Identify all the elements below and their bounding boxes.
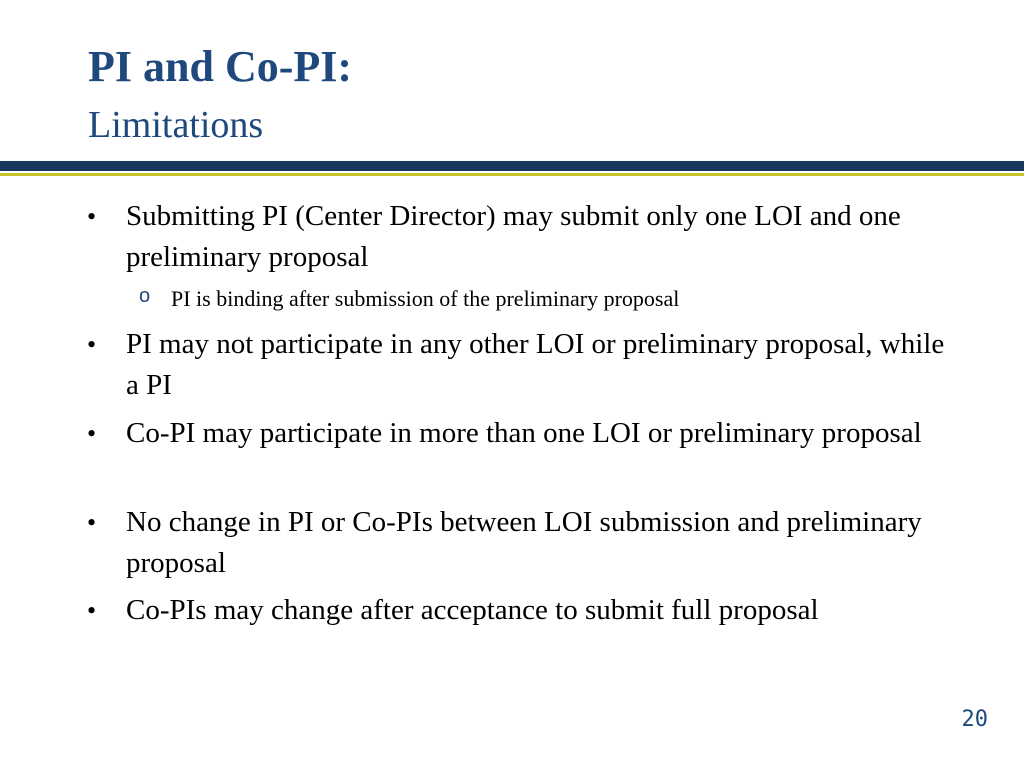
bullet-icon: • (87, 596, 97, 625)
sub-bullet-item-1-1: PI is binding after submission of the preliminary proposal (171, 286, 680, 311)
bullet-item-4: No change in PI or Co-PIs between LOI submission and preliminary proposal (126, 506, 922, 579)
bullet-item-2: PI may not participate in any other LOI or preliminary proposal, while a PI (126, 328, 945, 401)
bullet-icon: • (87, 419, 97, 448)
bullet-icon: • (87, 508, 97, 537)
sub-bullet-icon: o (139, 285, 151, 307)
bullet-icon: • (87, 330, 97, 359)
bullet-item-3: Co-PI may participate in more than one LOI or preliminary proposal (126, 417, 922, 449)
page-number: 20 (961, 707, 988, 732)
bullet-item-1: Submitting PI (Center Director) may submit only one LOI and one preliminary proposal (126, 200, 901, 273)
slide-subtitle: Limitations (88, 104, 264, 146)
bullet-icon: • (87, 202, 97, 231)
slide-title: PI and Co-PI: (88, 42, 353, 91)
bullet-item-5: Co-PIs may change after acceptance to submit full proposal (126, 594, 819, 626)
